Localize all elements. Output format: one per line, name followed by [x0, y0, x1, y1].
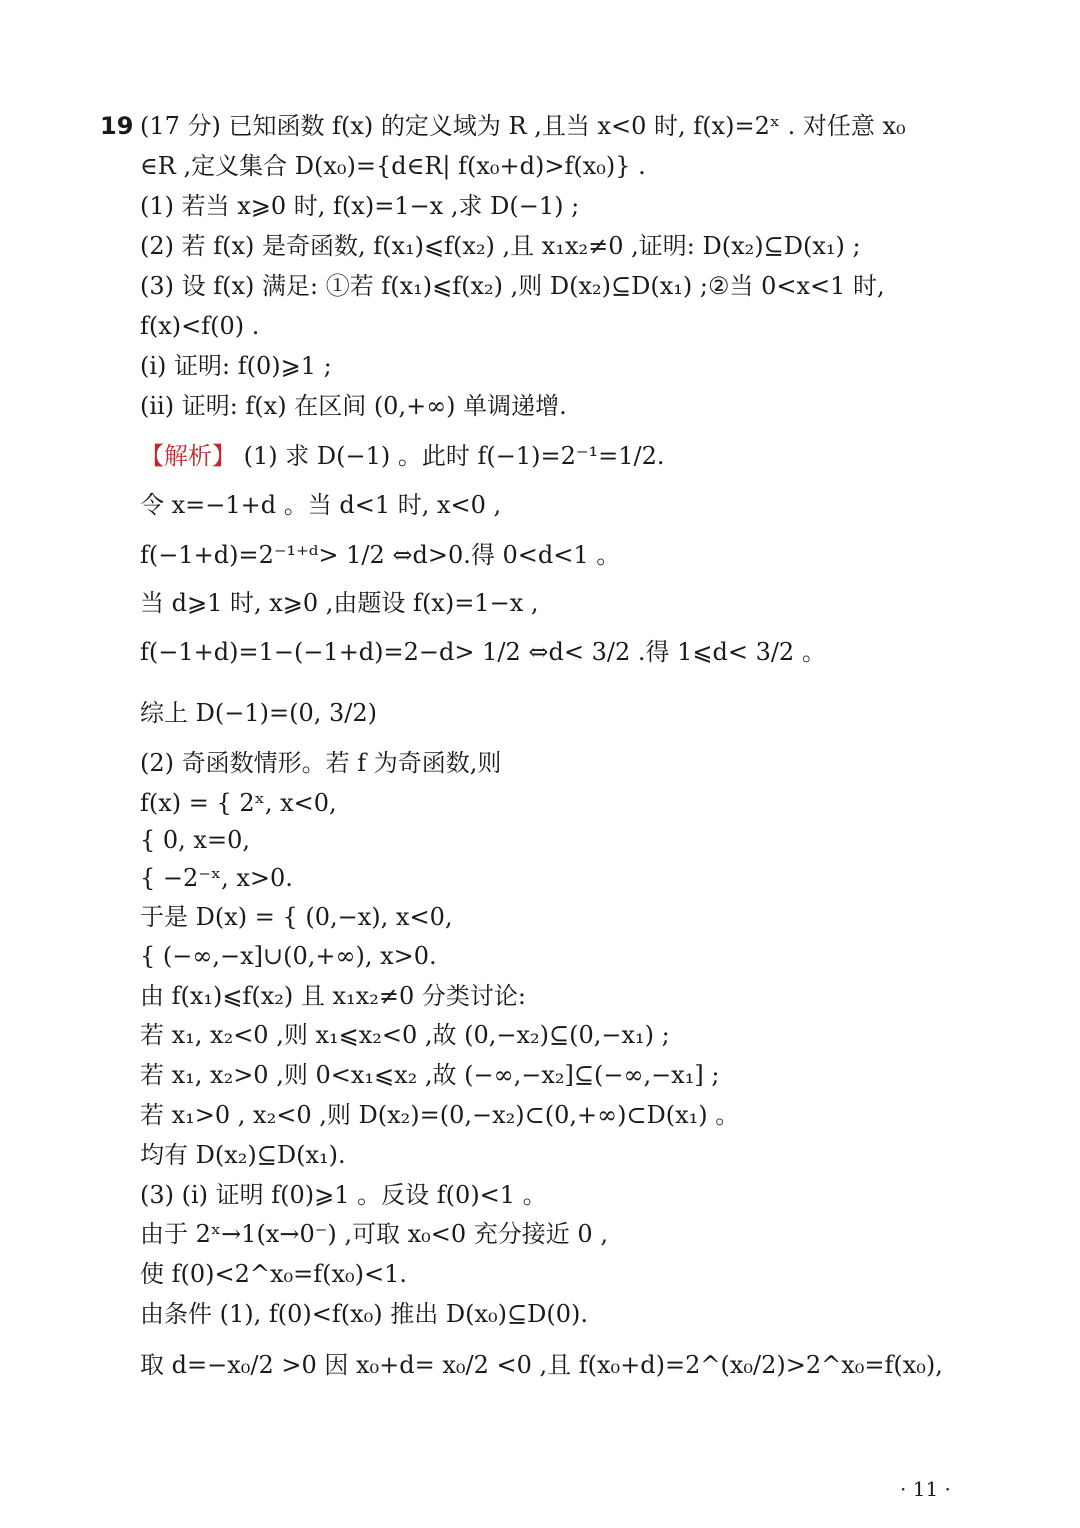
piecewise-f-row-2: { 0, x=0,: [140, 826, 250, 854]
question-part-3ii: (ii) 证明: f(x) 在区间 (0,+∞) 单调递增.: [140, 392, 567, 420]
piecewise-d-row-2: { (−∞,−x]∪(0,+∞), x>0.: [140, 942, 437, 970]
question-part-2: (2) 若 f(x) 是奇函数, f(x₁)⩽f(x₂) ,且 x₁x₂≠0 ,证明: D(x₂)⊆D(x₁) ;: [140, 232, 861, 260]
solution-line: 若 x₁>0 , x₂<0 ,则 D(x₂)=(0,−x₂)⊂(0,+∞)⊂D(x₁) 。: [140, 1101, 740, 1129]
question-line-2: ∈R ,定义集合 D(x₀)={d∈R| f(x₀+d)>f(x₀)} .: [140, 152, 646, 180]
question-part-3: (3) 设 f(x) 满足: ①若 f(x₁)⩽f(x₂) ,则 D(x₂)⊆D(x₁) ;②当 0<x<1 时,: [140, 272, 885, 300]
solution-first-line: [140, 436, 665, 476]
solution-line: 取 d=−x₀/2 >0 因 x₀+d= x₀/2 <0 ,且 f(x₀+d)=2^(x₀/2)>2^x₀=f(x₀),: [140, 1351, 943, 1379]
solution-first-line-text: (1) 求 D(−1) 。此时 f(−1)=2⁻¹=1/2.: [243, 442, 665, 470]
solution-line: 当 d⩾1 时, x⩾0 ,由题设 f(x)=1−x ,: [140, 589, 539, 617]
piecewise-f-row-3: { −2⁻ˣ, x>0.: [140, 864, 293, 892]
solution-tag: 【解析】: [140, 442, 236, 470]
solution-line: 均有 D(x₂)⊆D(x₁).: [140, 1141, 346, 1169]
solution-line: f(−1+d)=2⁻¹⁺ᵈ> 1/2 ⇔d>0.得 0<d<1 。: [140, 541, 621, 569]
solution-line: 综上 D(−1)=(0, 3/2): [140, 699, 377, 727]
solution-line: 使 f(0)<2^x₀=f(x₀)<1.: [140, 1260, 408, 1288]
solution-line: 由于 2ˣ→1(x→0⁻) ,可取 x₀<0 充分接近 0 ,: [140, 1220, 608, 1248]
solution-line: (2) 奇函数情形。若 f 为奇函数,则: [140, 749, 502, 777]
solution-line: 由条件 (1), f(0)<f(x₀) 推出 D(x₀)⊆D(0).: [140, 1300, 588, 1328]
piecewise-d-row-1: 于是 D(x) = { (0,−x), x<0,: [140, 903, 453, 931]
question-part-3-cont: f(x)<f(0) .: [140, 312, 260, 340]
page-number: · 11 ·: [900, 1477, 951, 1501]
question-part-1: (1) 若当 x⩾0 时, f(x)=1−x ,求 D(−1) ;: [140, 192, 580, 220]
piecewise-f-row-1: f(x) = { 2ˣ, x<0,: [140, 789, 337, 817]
solution-line: 由 f(x₁)⩽f(x₂) 且 x₁x₂≠0 分类讨论:: [140, 982, 526, 1010]
question-line-1: (17 分) 已知函数 f(x) 的定义域为 R ,且当 x<0 时, f(x)=2ˣ . 对任意 x₀: [140, 112, 906, 140]
solution-line: 令 x=−1+d 。当 d<1 时, x<0 ,: [140, 491, 502, 519]
solution-line: 若 x₁, x₂>0 ,则 0<x₁⩽x₂ ,故 (−∞,−x₂]⊆(−∞,−x₁] ;: [140, 1061, 720, 1089]
solution-line: f(−1+d)=1−(−1+d)=2−d> 1/2 ⇔d< 3/2 .得 1⩽d< 3/2 。: [140, 638, 826, 666]
solution-line: (3) (i) 证明 f(0)⩾1 。反设 f(0)<1 。: [140, 1181, 547, 1209]
question-part-3i: (i) 证明: f(0)⩾1 ;: [140, 352, 332, 380]
question-number: 19: [100, 112, 134, 140]
solution-line: 若 x₁, x₂<0 ,则 x₁⩽x₂<0 ,故 (0,−x₂)⊆(0,−x₁) ;: [140, 1021, 670, 1049]
